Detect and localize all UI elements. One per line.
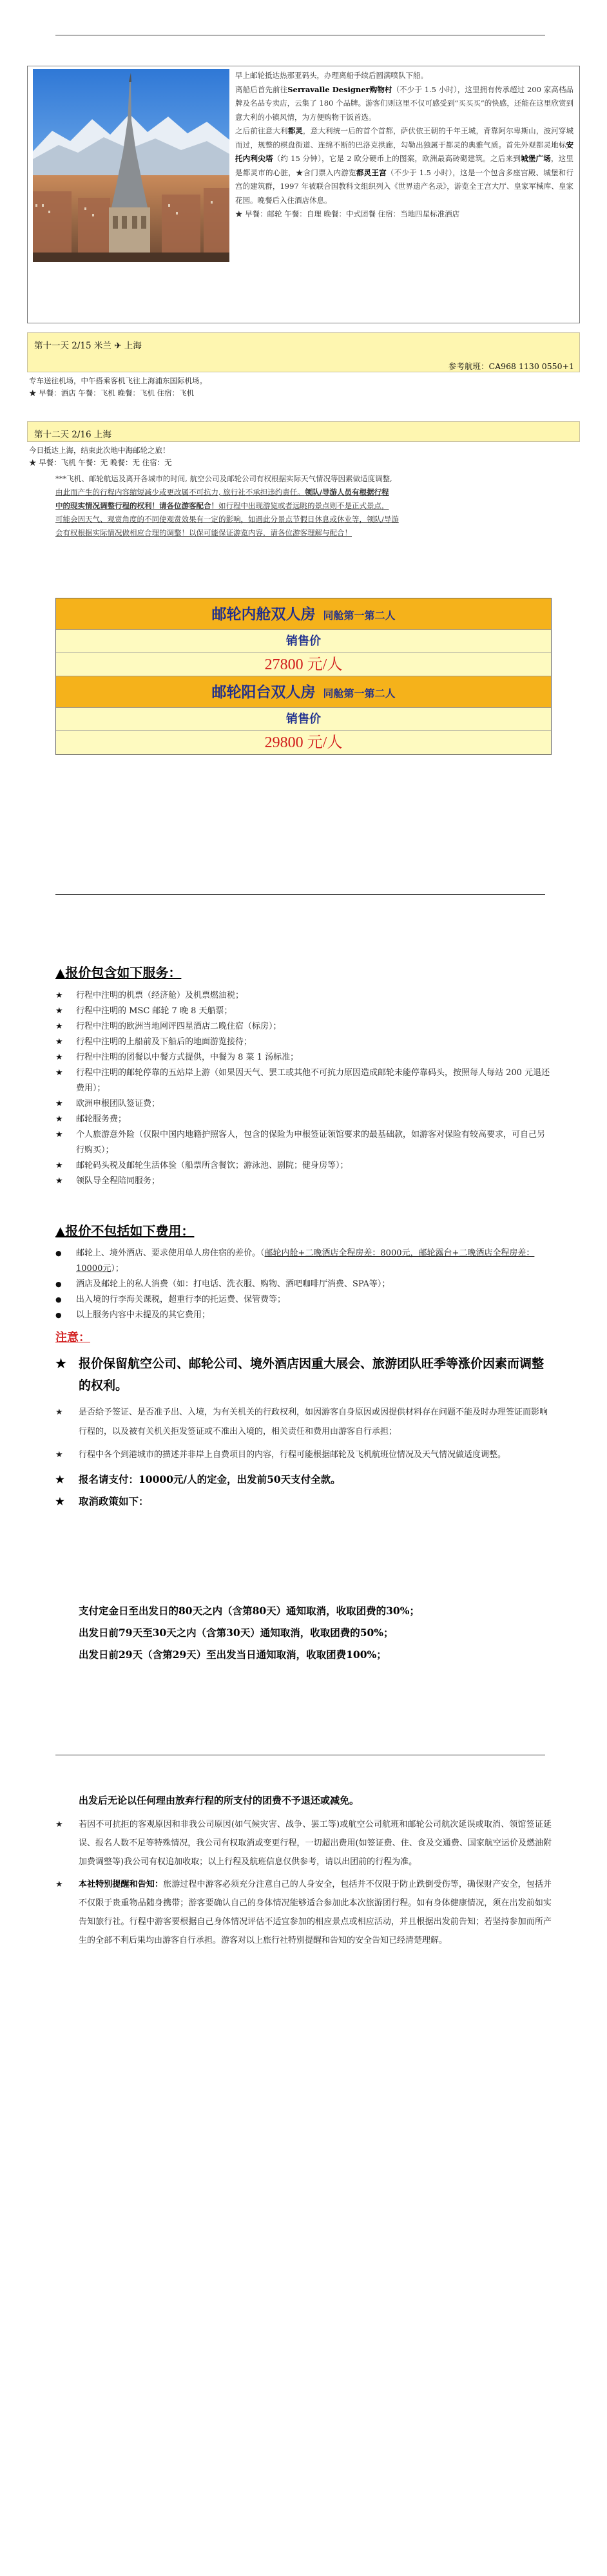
excluded-item: ● 邮轮上、境外酒店、要求使用单人房住宿的差价。（邮轮内舱+二晚酒店全程房差：8000元，邮轮露台+二晚酒店全程房差：10000元）；: [55, 1246, 552, 1277]
included-item: ★ 行程中注明的邮轮停靠的五站岸上游（如果因天气、罢工或其他不可抗力原因造成邮轮未能停靠码头，按照每人每站 200 元退还费用）；: [55, 1065, 552, 1096]
included-title: ▲报价包含如下服务：: [55, 965, 182, 980]
final-list: [55, 1815, 552, 1954]
mole-antonelliana-image: [33, 69, 229, 262]
price-table: [55, 598, 552, 755]
included-item: ★ 欧洲申根团队签证费；: [55, 1096, 552, 1112]
included-item: ★ 领队导全程陪同服务；: [55, 1174, 552, 1189]
no-refund-note: 出发后无论以任何理由放弃行程的所支付的团费不予退还或减免。: [79, 1795, 360, 1806]
excluded-item: ● 以上服务内容中未提及的其它费用；: [55, 1308, 552, 1323]
day10-description: 早上邮轮抵达热那亚码头，办理离船手续后圆满喷队下船。 离船后首先前往Serravalle Designer购物村（不少于 1.5 小时），这里拥有传承超过 200 家高档品牌及名品专卖店，云集了 180 个品牌。游客们则这里不仅可感受到“买买买”的快感，还能在这里欣赏到意大利的小镇风情，为方便购物干饭首选。 之后前往意大利都灵，意大利统一后的首个首都，萨伏依王朝的千年王城，背靠阿尔卑斯山，波河穿城而过，规整的棋盘街道、连绵不断的巴洛克拱廊，勾勒出独属于都灵的典雅气质。首先外观都灵地标安托内利尖塔（约 15 分钟），它是 2 欧分硬币上的图案，欧洲最高砖砌建筑。之后来到城堡广场，这里是都灵市的心脏，★含门票入内游览都灵王宫（不少于 1.5 小时），这是一个包含多座宫殿、城堡和行宫的建筑群，1997 年被联合国教科文组织列入《世界遗产名录》，游览全王宫大厅、皇家军械库、皇家花园。晚餐后入住酒店休息。 ★ 早餐：邮轮 午餐：自理 晚餐：中式团餐 住宿：当地四星标准酒店: [235, 71, 574, 218]
price-label-1: 销售价: [56, 630, 551, 653]
day12-title: 第十二天 2/16 上海: [34, 430, 111, 440]
included-item: ★ 行程中注明的团餐以中餐方式提供，中餐为 8 菜 1 汤标准；: [55, 1050, 552, 1065]
section-divider-1: [55, 894, 545, 895]
price-room-2: 邮轮阳台双人房 同舱第一第二人: [56, 676, 551, 708]
turin-photo: [33, 69, 229, 262]
included-item: ★ 邮轮服务费；: [55, 1112, 552, 1127]
note-item: ★ 是否给予签证、是否准予出、入境，为有关机关的行政权利，如因游客自身原因或因提供材料存在问题不能及时办理签证而影响行程的，以及被有关机关拒发签证或不准出入境的，相关责任和费用由游客自行承担；: [55, 1403, 552, 1442]
day11-header: [27, 332, 580, 372]
final-item: ★ 若因不可抗拒的客观原因和非我公司原因(如气候灾害、战争、罢工等)或航空公司航班和邮轮公司航次延误或取消、领馆签证延误、报名人数不足等特殊情况，我公司有权取消或变更行程，一切超出费用(如签证费、住、食及交通费、国家航空运价及燃油附加费调整等)我公司有权追加收取；以上行程及航班信息仅供参考，请以出团前的行程为准。: [55, 1815, 552, 1871]
day12-header: [27, 421, 580, 442]
included-item: ★ 行程中注明的上船前及下船后的地面游览接待；: [55, 1035, 552, 1050]
included-item: ★ 邮轮码头税及邮轮生活体验（船票所含餐饮；游泳池、剧院；健身房等）；: [55, 1158, 552, 1174]
included-list: [55, 988, 552, 1189]
included-item: ★ 行程中注明的欧洲当地网评四星酒店二晚住宿（标房）；: [55, 1019, 552, 1035]
day10-meals: ★ 早餐：邮轮 午餐：自理 晚餐：中式团餐 住宿：当地四星标准酒店: [235, 209, 460, 218]
notes-title: 注意：: [55, 1331, 90, 1344]
note-item: ★ 行程中各个到港城市的描述并非岸上自费项目的内容，行程可能根据邮轮及飞机航班位情况及天气情况做适度调整。: [55, 1445, 552, 1465]
day10-box: [27, 66, 580, 323]
note-item: ★ 报名请支付：10000元/人的定金，出发前50天支付全款。: [55, 1469, 552, 1491]
final-item: ★ 本社特别提醒和告知：旅游过程中游客必须充分注意自己的人身安全，包括并不仅限于防止跌倒受伤等，确保财产安全，包括并不仅限于贵重物品随身携带；游客要确认自己的身体情况能够适合参加此本次旅游团行程。如有身体健康情况，须在出发前如实告知旅行社。行程中游客要根据自己身体情况评估不适宜参加的相应景点或相应活动，并且根据出发前告知；若坚持参加而所产生的全部不利后果均由游客自行承担。游客对以上旅行社特别提醒和告知的安全告知已经清楚理解。: [55, 1875, 552, 1950]
included-item: ★ 行程中注明的 MSC 邮轮 7 晚 8 天船票；: [55, 1004, 552, 1019]
included-item: ★ 行程中注明的机票（经济舱）及机票燃油税；: [55, 988, 552, 1004]
day11-flight: 参考航班：CA968 1130 0550+1: [448, 361, 574, 371]
excluded-item: ● 酒店及邮轮上的私人消费（如：打电话、洗衣服、购物、酒吧咖啡厅消费、SPA等）；: [55, 1277, 552, 1292]
included-item: ★ 个人旅游意外险（仅限中国内地籍护照客人，包含的保险为申根签证领馆要求的最基础款，如游客对保险有较高要求，可自己另行购买）；: [55, 1127, 552, 1158]
price-room-1: 邮轮内舱双人房 同舱第一第二人: [56, 598, 551, 630]
day12-text: 今日抵达上海，结束此次地中海邮轮之旅！ ★ 早餐：飞机 午餐：无 晚餐：无 住宿：无: [29, 446, 172, 467]
price-label-2: 销售价: [56, 708, 551, 731]
excluded-title: ▲报价不包括如下费用：: [55, 1223, 195, 1239]
notes-list: [55, 1353, 552, 1512]
excluded-item: ● 出入境的行李海关课税，超重行李的托运费、保管费等；: [55, 1292, 552, 1308]
day11-title: 第十一天 2/15 米兰 ✈ 上海: [34, 341, 142, 351]
note-item: ★ 取消政策如下：: [55, 1491, 552, 1512]
excluded-list: [55, 1246, 552, 1323]
notice-paragraph: ***飞机、邮轮航运及离开各城市的时间, 航空公司及邮轮公司有权根据实际天气情况等因素做适度调整, 由此而产生的行程内容缩短减少或更改属不可抗力, 旅行社不承担违约责任。领队/导游人员有根据行程 中的现实情况调整行程的权利！请各位游客配合！如行程中出现游览或者远眺的景点则不是正式景点， 可能会因天气、观赏角度的不同使观赏效果有一定的影响，如遇此分景点节假日休息或休业等，领队/导游 会有权根据实际情况做相应合理的调整！以保可能保证游览内容，请各位游客理解与配合！: [55, 474, 399, 537]
cancel-policy: 支付定金日至出发日的80天之内（含第80天）通知取消，收取团费的30%； 出发日前79天至30天之内（含第30天）通知取消，收取团费的50%； 出发日前29天（含第29天）至出发当日通知取消，收取团费100%；: [79, 1605, 419, 1661]
day11-text: 专车送往机场，中午搭乘客机飞往上海浦东国际机场。 ★ 早餐：酒店 午餐：飞机 晚餐：飞机 住宿：飞机: [29, 376, 207, 397]
note-item: ★ 报价保留航空公司、邮轮公司、境外酒店因重大展会、旅游团队旺季等涨价因素而调整的权利。: [55, 1353, 552, 1397]
price-value-1: 27800 元/人: [56, 653, 551, 676]
price-value-2: 29800 元/人: [56, 731, 551, 754]
